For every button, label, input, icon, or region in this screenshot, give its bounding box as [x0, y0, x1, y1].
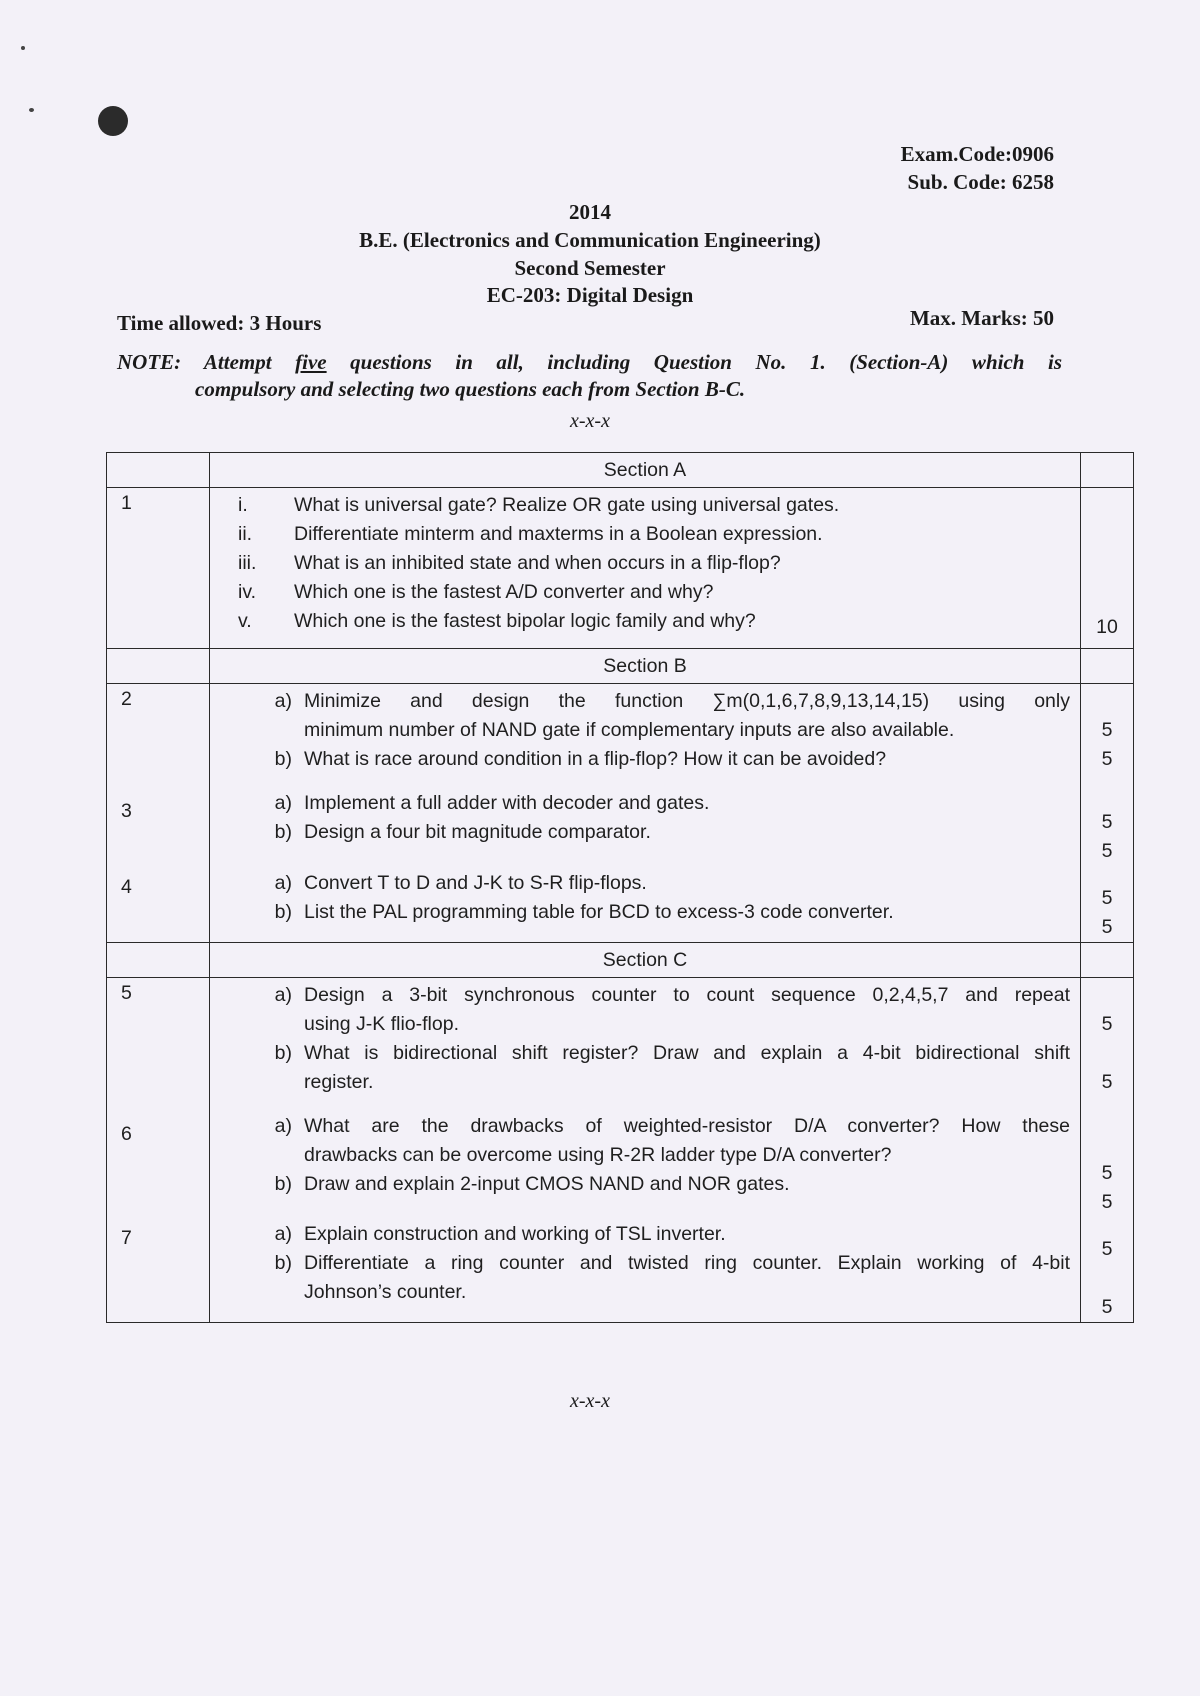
item-label: b): [274, 1042, 292, 1064]
marks-value: 5: [1101, 840, 1113, 862]
marks-value: 5: [1101, 1296, 1113, 1318]
question-body: [210, 978, 1081, 1110]
item-text: What is bidirectional shift register? Draw and explain a 4-bit bidirectional shift: [304, 1042, 1070, 1064]
degree-title: B.E. (Electronics and Communication Engineering): [359, 228, 821, 252]
item-text: Johnson’s counter.: [304, 1281, 467, 1303]
list-item-continued: [238, 1010, 1070, 1039]
question-number: 2: [107, 684, 210, 787]
question-number: 7: [107, 1217, 210, 1323]
question-number: 4: [107, 866, 210, 943]
item-label: v.: [238, 610, 252, 632]
list-item: [238, 578, 1070, 607]
item-label: iii.: [238, 552, 257, 574]
marks-cell: [1081, 684, 1134, 787]
marks-cell: [1081, 866, 1134, 943]
list-item: [238, 981, 1070, 1010]
item-label: a): [274, 872, 292, 894]
note-line-2: compulsory and selecting two questions each from Section B-C.: [195, 377, 746, 401]
item-text: Which one is the fastest bipolar logic family and why?: [294, 610, 756, 632]
header-separator: x-x-x: [570, 410, 610, 432]
section-b-row: [107, 649, 1134, 684]
list-item: [238, 549, 1070, 578]
list-item: [238, 818, 1070, 847]
item-text: List the PAL programming table for BCD to excess-3 code converter.: [304, 901, 894, 923]
item-text: drawbacks can be overcome using R-2R ladder type D/A converter?: [304, 1144, 892, 1166]
empty-cell: [1081, 453, 1134, 488]
question-body: [210, 1217, 1081, 1323]
question-row-4: [107, 866, 1134, 943]
empty-cell: [107, 453, 210, 488]
marks-value: 5: [1101, 1071, 1113, 1093]
marks-value: 5: [1101, 916, 1113, 938]
question-body: [210, 1109, 1081, 1217]
list-item: [238, 1220, 1070, 1249]
question-number: 5: [107, 978, 210, 1110]
question-row-1: [107, 488, 1134, 649]
item-text: What is race around condition in a flip-flop? How it can be avoided?: [304, 748, 887, 770]
list-item-continued: [238, 1141, 1070, 1170]
item-label: b): [274, 1252, 292, 1274]
semester-title: Second Semester: [514, 256, 666, 280]
course-title: EC-203: Digital Design: [486, 283, 694, 307]
item-text: What is universal gate? Realize OR gate using universal gates.: [294, 494, 840, 516]
marks-value: 5: [1101, 887, 1113, 909]
section-c-title: Section C: [210, 943, 1081, 978]
item-text: Minimize and design the function ∑m(0,1,6,7,8,9,13,14,15) using only: [304, 690, 1070, 712]
item-text: using J-K flio-flop.: [304, 1013, 459, 1035]
item-label: b): [274, 1173, 292, 1195]
empty-label: [238, 1278, 304, 1307]
list-item-continued: [238, 1068, 1070, 1097]
item-text: Differentiate minterm and maxterms in a Boolean expression.: [294, 523, 823, 545]
item-text: Explain construction and working of TSL inverter.: [304, 1223, 726, 1245]
question-table: [106, 452, 1134, 1323]
empty-cell: [1081, 943, 1134, 978]
list-item: [238, 1039, 1070, 1068]
question-number: 3: [107, 786, 210, 866]
marks-value: 10: [1096, 616, 1118, 638]
section-c-row: [107, 943, 1134, 978]
empty-label: [238, 1141, 304, 1170]
question-row-3: [107, 786, 1134, 866]
item-label: b): [274, 901, 292, 923]
item-text: Design a 3-bit synchronous counter to count sequence 0,2,4,5,7 and repeat: [304, 984, 1070, 1006]
note-prefix: NOTE: Attempt: [117, 350, 296, 374]
question-body: [210, 488, 1081, 649]
item-label: b): [274, 821, 292, 843]
question-row-7: [107, 1217, 1134, 1323]
marks-value: 5: [1101, 1238, 1113, 1260]
question-row-2: [107, 684, 1134, 787]
item-text: Design a four bit magnitude comparator.: [304, 821, 651, 843]
marks-cell: [1081, 1109, 1134, 1217]
list-item-continued: [238, 716, 1070, 745]
list-item-continued: [238, 1278, 1070, 1307]
marks-value: 5: [1101, 1191, 1113, 1213]
question-row-6: [107, 1109, 1134, 1217]
item-label: ii.: [238, 523, 253, 545]
list-item: [238, 491, 1070, 520]
scan-speck: [21, 46, 25, 50]
item-label: a): [274, 792, 292, 814]
empty-cell: [1081, 649, 1134, 684]
note-line-1: [117, 349, 1062, 376]
question-number: 6: [107, 1109, 210, 1217]
marks-value: 5: [1101, 1162, 1113, 1184]
marks-cell: [1081, 786, 1134, 866]
list-item: [238, 1112, 1070, 1141]
item-text: What are the drawbacks of weighted-resistor D/A converter? How these: [304, 1115, 1070, 1137]
list-item: [238, 898, 1070, 927]
time-allowed: Time allowed: 3 Hours: [117, 311, 322, 335]
item-text: Which one is the fastest A/D converter and why?: [294, 581, 714, 603]
question-body: [210, 866, 1081, 943]
item-label: a): [274, 1115, 292, 1137]
item-text: Differentiate a ring counter and twisted ring counter. Explain working of 4-bit: [304, 1252, 1070, 1274]
list-item: [238, 745, 1070, 774]
question-body: [210, 684, 1081, 787]
list-item: [238, 687, 1070, 716]
marks-cell: [1081, 978, 1134, 1110]
exam-code: Exam.Code:0906: [900, 142, 1054, 166]
empty-label: [238, 1068, 304, 1097]
marks-cell: [1081, 1217, 1134, 1323]
note-line-1-rest: questions in all, including Question No. 1. (Section-A) which is: [326, 350, 1062, 374]
punch-hole: [98, 106, 128, 136]
item-text: minimum number of NAND gate if complementary inputs are also available.: [304, 719, 955, 741]
item-label: a): [274, 1223, 292, 1245]
item-label: b): [274, 748, 292, 770]
max-marks: Max. Marks: 50: [909, 306, 1054, 330]
item-text: Draw and explain 2-input CMOS NAND and NOR gates.: [304, 1173, 790, 1195]
item-text: Implement a full adder with decoder and gates.: [304, 792, 710, 814]
empty-label: [238, 1010, 304, 1039]
marks-cell: [1081, 488, 1134, 649]
marks-value: 5: [1101, 748, 1113, 770]
item-text: Convert T to D and J-K to S-R flip-flops.: [304, 872, 647, 894]
empty-cell: [107, 649, 210, 684]
item-label: iv.: [238, 581, 257, 603]
empty-label: [238, 716, 304, 745]
empty-cell: [107, 943, 210, 978]
question-number: 1: [107, 488, 210, 649]
section-b-title: Section B: [210, 649, 1081, 684]
section-a-title: Section A: [210, 453, 1081, 488]
marks-value: 5: [1101, 1013, 1113, 1035]
section-a-row: [107, 453, 1134, 488]
question-body: [210, 786, 1081, 866]
item-label: a): [274, 984, 292, 1006]
exam-year: 2014: [569, 200, 611, 224]
note-emphasis: five: [295, 350, 327, 374]
item-label: a): [274, 690, 292, 712]
question-row-5: [107, 978, 1134, 1110]
marks-value: 5: [1101, 811, 1113, 833]
scan-speck: [29, 108, 34, 112]
exam-note: [117, 349, 1062, 403]
list-item: [238, 607, 1070, 636]
list-item: [238, 789, 1070, 818]
item-text: register.: [304, 1071, 374, 1093]
subject-code: Sub. Code: 6258: [907, 170, 1054, 194]
list-item: [238, 1170, 1070, 1199]
list-item: [238, 520, 1070, 549]
footer-separator: x-x-x: [570, 1390, 610, 1412]
list-item: [238, 869, 1070, 898]
list-item: [238, 1249, 1070, 1278]
item-text: What is an inhibited state and when occurs in a flip-flop?: [294, 552, 781, 574]
item-label: i.: [238, 494, 248, 516]
marks-value: 5: [1101, 719, 1113, 741]
